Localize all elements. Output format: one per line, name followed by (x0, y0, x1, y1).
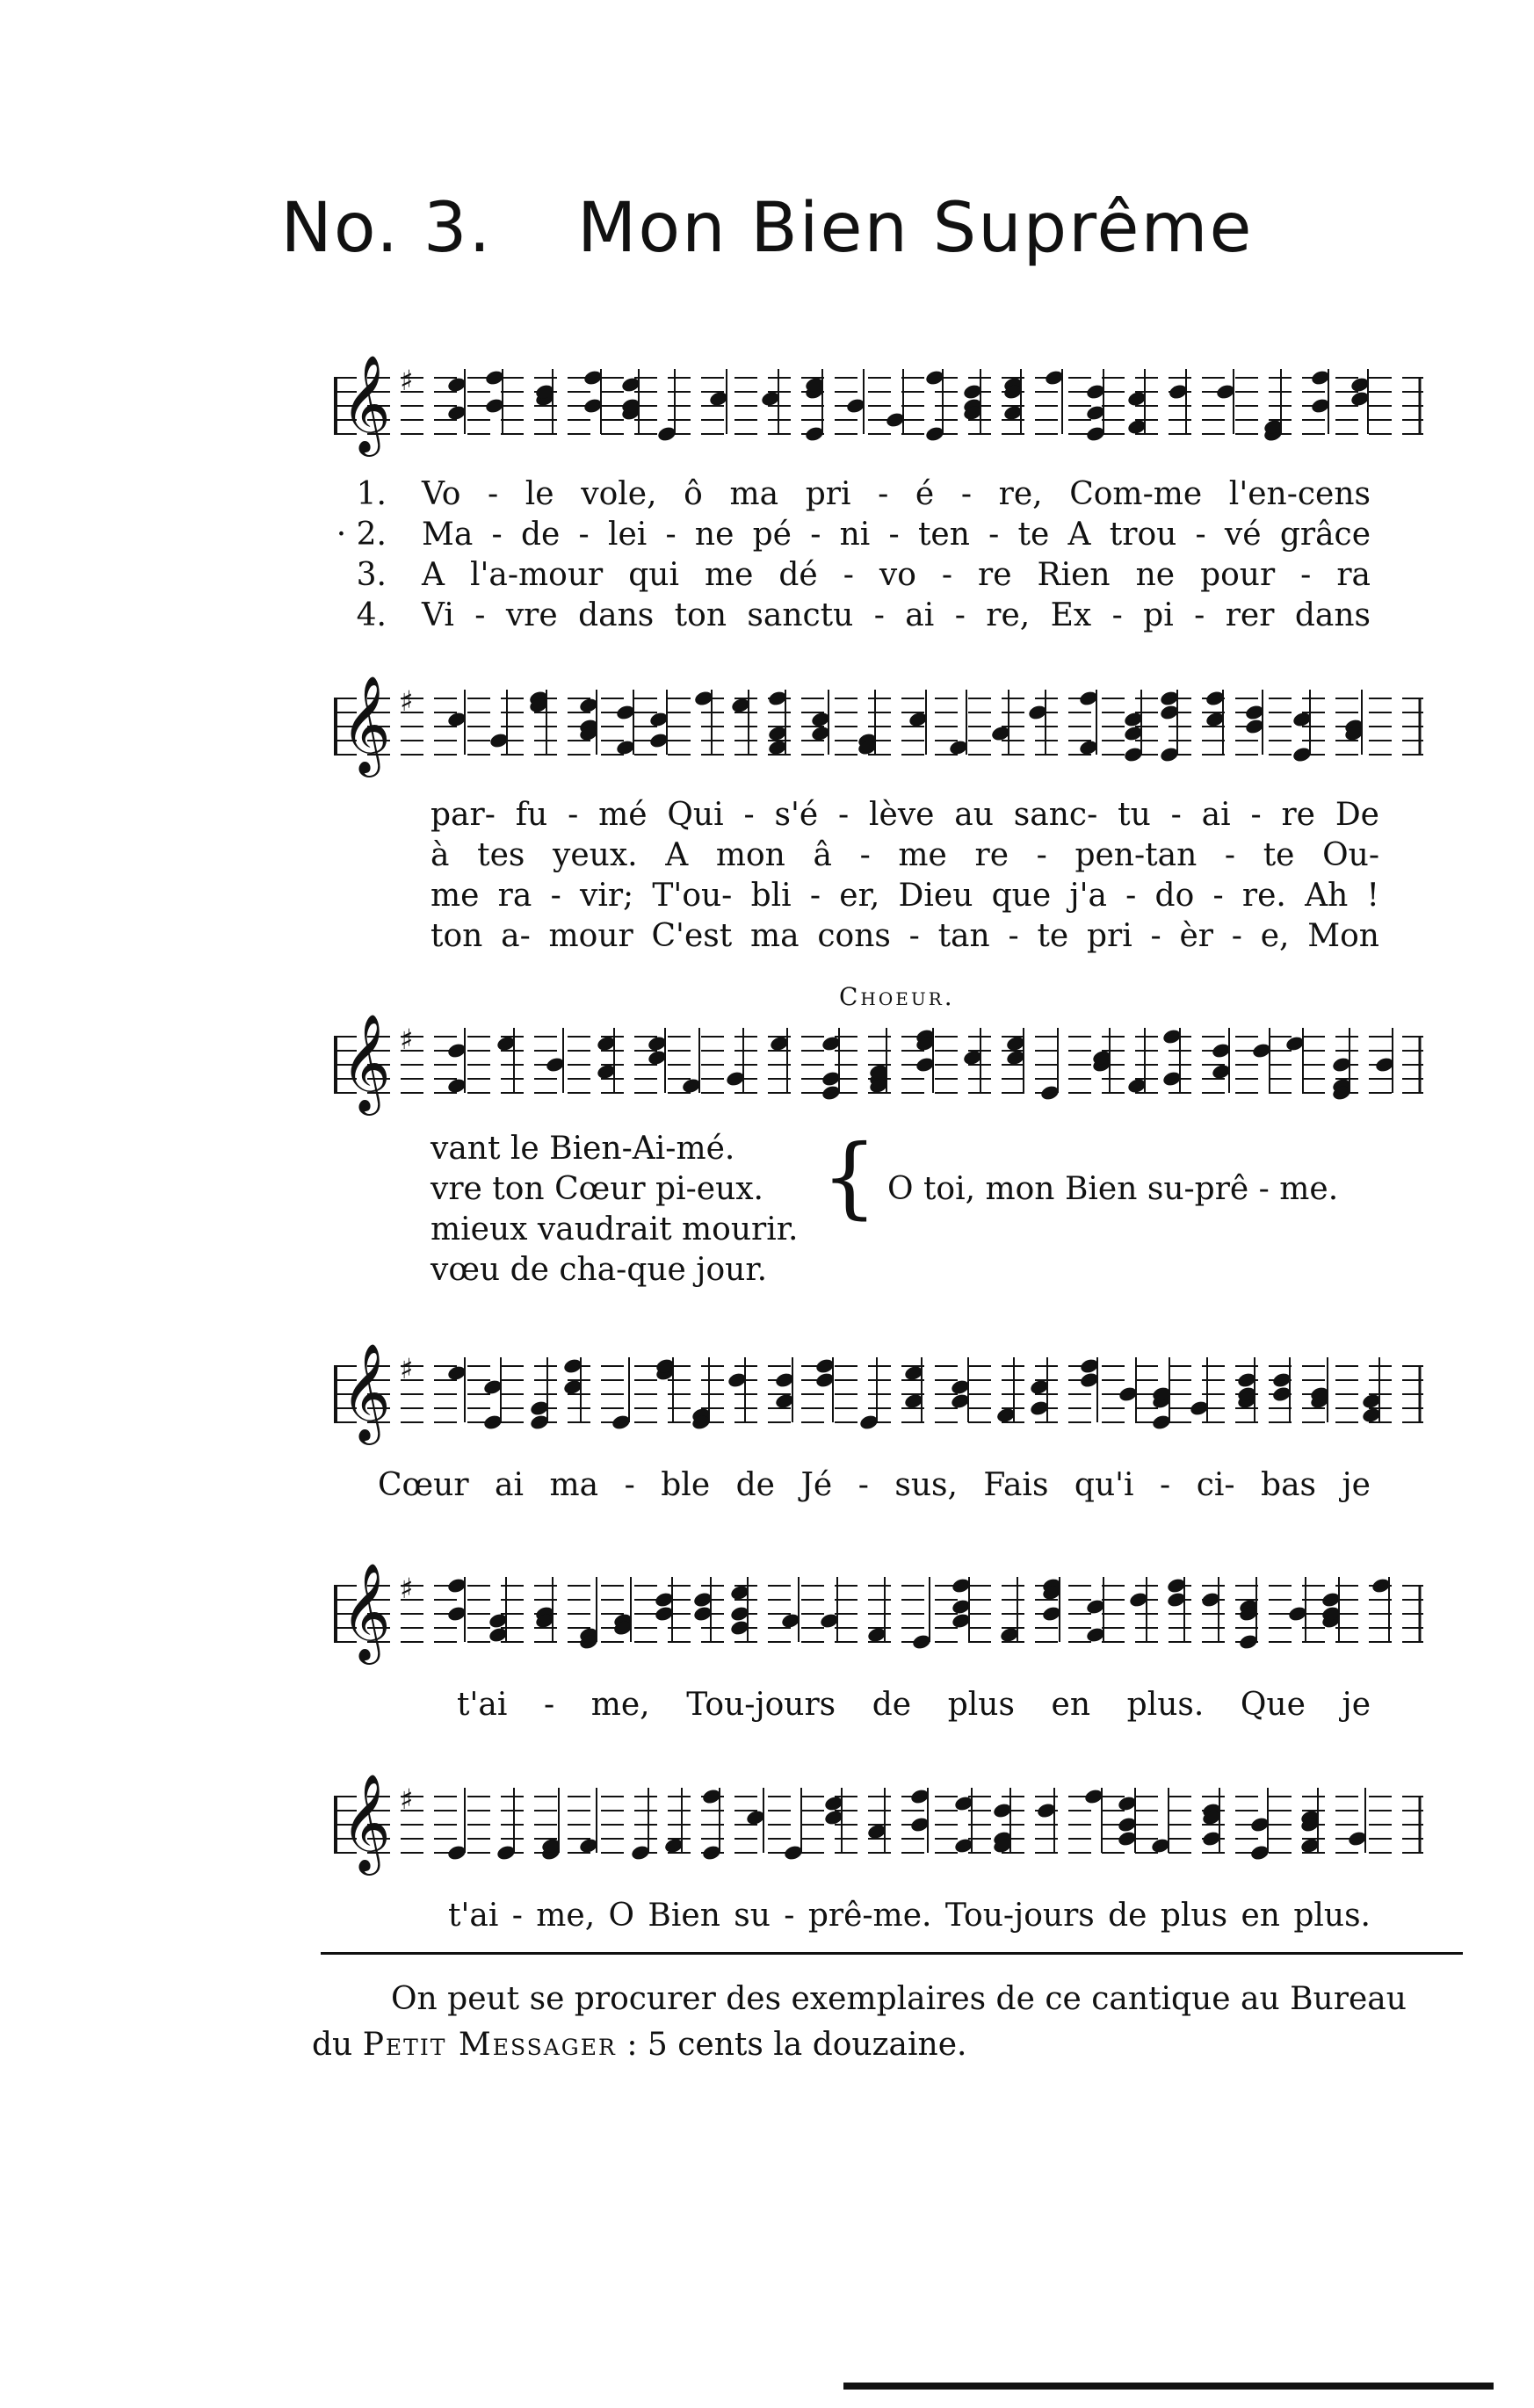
lyric-line: vœu de cha-que jour. (431, 1252, 768, 1288)
treble-clef-icon: 𝄞 (341, 676, 391, 773)
lyric-line: 4. Vi - vre dans ton sanctu - ai - re, Ex - pi - rer dans (356, 597, 1371, 633)
treble-clef-icon: 𝄞 (341, 356, 391, 452)
treble-clef-icon: 𝄞 (341, 1015, 391, 1111)
verse-lyrics-3 (431, 1129, 798, 1291)
song-number: No. 3. (280, 189, 493, 268)
lyric-line: ton a- mour C'est ma cons - tan - te pri - èr - e, Mon (431, 918, 1379, 954)
music-staff-3 (334, 1015, 1423, 1129)
chorus-lyric-line-1: Cœur ai ma - ble de Jé - sus, Fais qu'i - ci- bas je (378, 1467, 1371, 1503)
treble-clef-icon: 𝄞 (341, 1344, 391, 1441)
sharp-icon: ♯ (400, 684, 414, 718)
chorus-label: Choeur. (839, 982, 955, 1011)
music-staff-6 (334, 1775, 1423, 1889)
verse-lyrics-1 (325, 474, 1371, 636)
song-title (0, 189, 1534, 268)
music-staff-1 (334, 356, 1423, 470)
lyric-line: 3. A l'a-mour qui me dé - vo - re Rien ne pour - ra (356, 557, 1371, 593)
sharp-icon: ♯ (400, 1023, 414, 1056)
music-staff-2 (334, 676, 1423, 791)
treble-clef-icon: 𝄞 (341, 1564, 391, 1660)
bottom-rule (843, 2383, 1494, 2390)
lyric-line: vant le Bien-Ai-mé. (431, 1131, 735, 1167)
lyric-line: 1. Vo - le vole, ô ma pri - é - re, Com-me l'en-cens (356, 476, 1371, 512)
footer-line-2: du Petit Messager : 5 cents la douzaine. (312, 2027, 967, 2063)
treble-clef-icon: 𝄞 (341, 1775, 391, 1871)
chorus-lyrics (887, 1169, 1338, 1210)
footer-note (312, 1977, 1463, 2068)
sharp-icon: ♯ (400, 1352, 414, 1385)
publication-name: Petit Messager (362, 2027, 617, 2063)
lyric-line: vre ton Cœur pi-eux. (431, 1171, 764, 1207)
lyric-line: O toi, mon Bien su-prê - me. (887, 1171, 1339, 1207)
lyric-line: par- fu - mé Qui - s'é - lève au sanc- tu - ai - re De (431, 797, 1379, 833)
lyric-line: · 2. Ma - de - lei - ne pé - ni - ten - te A trou - vé grâce (336, 517, 1371, 553)
brace-icon: { (821, 1125, 878, 1228)
chorus-lyric-line-2: t'ai - me, Tou-jours de plus en plus. Que je (457, 1687, 1371, 1723)
lyric-line: me ra - vir; T'ou- bli - er, Dieu que j'a - do - re. Ah ! (431, 878, 1379, 914)
divider (321, 1952, 1463, 1955)
lyric-line: à tes yeux. A mon â - me re - pen-tan - te Ou- (431, 837, 1379, 873)
sharp-icon: ♯ (400, 1782, 414, 1816)
chorus-lyric-line-3: t'ai - me, O Bien su - prê-me. Tou-jours de plus en plus. (448, 1898, 1371, 1934)
footer-line-1: On peut se procurer des exemplaires de ce cantique au Bureau (391, 1981, 1407, 2017)
sharp-icon: ♯ (400, 1572, 414, 1605)
lyric-line: mieux vaudrait mourir. (431, 1211, 799, 1247)
verse-lyrics-2 (431, 795, 1379, 957)
music-staff-4 (334, 1344, 1423, 1458)
music-staff-5 (334, 1564, 1423, 1678)
sharp-icon: ♯ (400, 364, 414, 397)
song-name: Mon Bien Suprême (577, 189, 1254, 268)
